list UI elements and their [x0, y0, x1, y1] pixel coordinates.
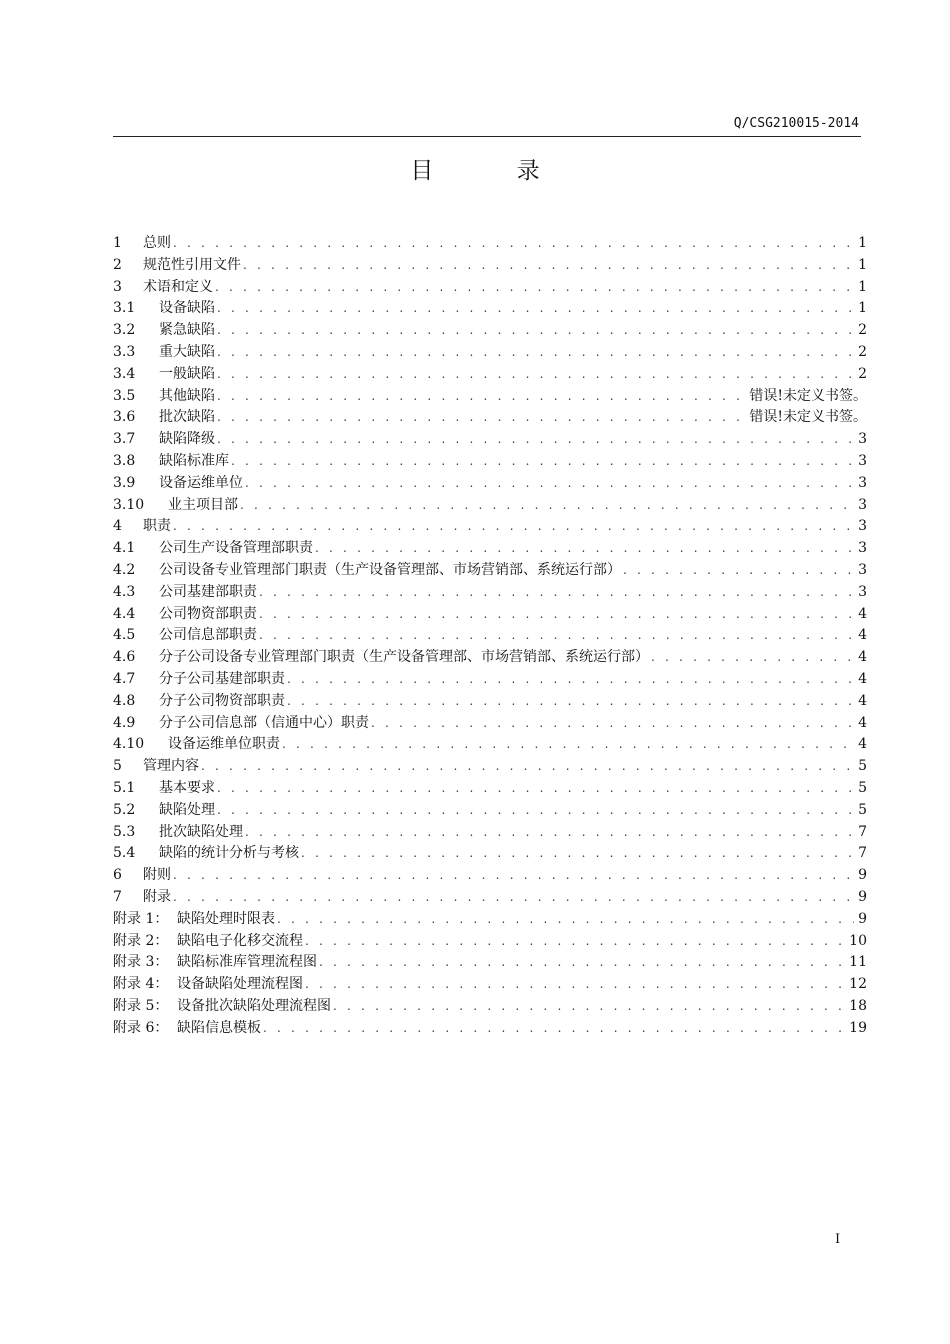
toc-entry-number: 5: [113, 758, 122, 775]
toc-entry-page: 3: [858, 496, 867, 513]
toc-entry-number: 附录 5：: [113, 997, 169, 1014]
toc-entry-number: 4.2: [113, 561, 136, 578]
toc-entry-number: 附录 2：: [113, 932, 169, 949]
toc-entry[interactable]: [113, 800, 867, 822]
toc-leader-dots: [315, 538, 854, 560]
toc-entry-page: 7: [858, 845, 867, 862]
toc-entry-number: 6: [113, 867, 122, 884]
toc-leader-dots: [217, 778, 854, 800]
toc-entry-number: 4.7: [113, 670, 136, 687]
toc-leader-dots: [277, 909, 854, 931]
toc-leader-dots: [173, 233, 854, 255]
toc-entry-page: 5: [858, 779, 867, 796]
toc-entry-number: 5.2: [113, 801, 136, 818]
toc-entry-number: 4.5: [113, 627, 136, 644]
toc-leader-dots: [217, 298, 854, 320]
toc-leader-dots: [173, 516, 854, 538]
toc-entry-label: 术语和定义: [143, 278, 213, 295]
toc-entry[interactable]: [113, 582, 867, 604]
toc-entry-label: 附录: [143, 888, 171, 905]
toc-entry[interactable]: [113, 952, 867, 974]
toc-entry[interactable]: [113, 865, 867, 887]
toc-entry-label: 分子公司基建部职责: [159, 670, 285, 687]
toc-entry-page: 3: [858, 561, 867, 578]
toc-entry-label: 重大缺陷: [159, 343, 215, 360]
toc-entry-label: 缺陷信息模板: [177, 1019, 261, 1036]
toc-entry[interactable]: [113, 233, 867, 255]
toc-leader-dots: [245, 822, 854, 844]
document-code: Q/CSG210015-2014: [733, 116, 859, 131]
page-number: I: [835, 1232, 841, 1247]
toc-entry-label: 公司物资部职责: [159, 605, 257, 622]
toc-entry-page: 9: [858, 888, 867, 905]
toc-entry[interactable]: [113, 734, 867, 756]
toc-entry-label: 管理内容: [143, 758, 199, 775]
toc-entry-page: 3: [858, 474, 867, 491]
toc-leader-dots: [217, 342, 854, 364]
toc-leader-dots: [245, 473, 854, 495]
header-rule: [113, 136, 861, 137]
toc-entry-page: 18: [849, 997, 867, 1014]
toc-leader-dots: [217, 407, 745, 429]
toc-entry-page: 19: [849, 1019, 867, 1036]
toc-leader-dots: [217, 386, 745, 408]
toc-entry-number: 3.4: [113, 365, 136, 382]
toc-entry-page: 10: [849, 932, 867, 949]
toc-entry-number: 3: [113, 278, 122, 295]
toc-entry-number: 3.8: [113, 452, 136, 469]
toc-entry-label: 公司信息部职责: [159, 627, 257, 644]
toc-entry[interactable]: [113, 996, 867, 1018]
toc-entry-page: 5: [858, 801, 867, 818]
toc-entry-label: 设备批次缺陷处理流程图: [177, 997, 331, 1014]
toc-entry[interactable]: [113, 364, 867, 386]
toc-entry-label: 总则: [143, 235, 171, 251]
toc-entry-label: 设备缺陷: [159, 300, 215, 317]
toc-entry-page: 4: [858, 736, 867, 753]
toc-leader-dots: [301, 843, 854, 865]
toc-entry-page: 3: [858, 583, 867, 600]
toc-entry[interactable]: [113, 342, 867, 364]
toc-entry[interactable]: [113, 1018, 867, 1040]
toc-leader-dots: [217, 429, 854, 451]
toc-entry-page: 3: [858, 518, 867, 535]
toc-entry-number: 附录 4：: [113, 976, 169, 993]
toc-entry-page: 3: [858, 452, 867, 469]
toc-entry[interactable]: [113, 538, 867, 560]
toc-entry-label: 批次缺陷: [159, 409, 215, 426]
toc-entry-number: 5.3: [113, 823, 136, 840]
toc-entry[interactable]: [113, 756, 867, 778]
toc-entry-number: 4.1: [113, 540, 136, 557]
toc-entry-number: 4.9: [113, 714, 136, 731]
toc-leader-dots: [259, 625, 854, 647]
toc-entry[interactable]: [113, 647, 867, 669]
toc-entry[interactable]: [113, 625, 867, 647]
toc-leader-dots: [305, 931, 845, 953]
toc-entry-page: 11: [849, 954, 867, 971]
toc-entry-label: 业主项目部: [168, 496, 238, 513]
toc-entry-page: 7: [858, 823, 867, 840]
toc-entry-label: 分子公司信息部（信通中心）职责: [159, 714, 369, 731]
toc-entry[interactable]: [113, 691, 867, 713]
toc-entry-label: 缺陷降级: [159, 431, 215, 448]
toc-leader-dots: [173, 887, 854, 909]
toc-entry[interactable]: [113, 560, 867, 582]
toc-entry-page: 1: [858, 235, 867, 251]
toc-entry-number: 3.1: [113, 300, 136, 317]
toc-leader-dots: [263, 1018, 845, 1040]
toc-leader-dots: [623, 560, 854, 582]
toc-entry-page: 1: [858, 278, 867, 295]
toc-entry[interactable]: [113, 277, 867, 299]
toc-entry-page: 4: [858, 714, 867, 731]
toc-entry-page: 1: [858, 300, 867, 317]
toc-entry-number: 4.8: [113, 692, 136, 709]
toc-entry[interactable]: [113, 713, 867, 735]
toc-entry-label: 缺陷标准库管理流程图: [177, 954, 317, 971]
toc-entry-number: 3.6: [113, 409, 136, 426]
toc-entry-number: 5.1: [113, 779, 136, 796]
toc-entry-page: 1: [858, 256, 867, 273]
toc-entry[interactable]: [113, 931, 867, 953]
toc-entry-label: 缺陷处理: [159, 801, 215, 818]
toc-leader-dots: [282, 734, 854, 756]
toc-entry-page: 2: [858, 343, 867, 360]
toc-entry-label: 附则: [143, 867, 171, 884]
toc-entry-label: 批次缺陷处理: [159, 823, 243, 840]
toc-entry-label: 职责: [143, 518, 171, 535]
toc-leader-dots: [287, 669, 854, 691]
toc-entry-number: 3.10: [113, 496, 145, 513]
toc-entry-label: 缺陷处理时限表: [177, 910, 275, 927]
toc-entry-number: 附录 3：: [113, 954, 169, 971]
toc-title: 目 录: [410, 158, 578, 184]
toc-leader-dots: [215, 277, 854, 299]
toc-leader-dots: [231, 451, 854, 473]
toc-entry-page: 3: [858, 431, 867, 448]
toc-entry[interactable]: [113, 669, 867, 691]
toc-leader-dots: [259, 582, 854, 604]
toc-leader-dots: [287, 691, 854, 713]
toc-entry-label: 公司生产设备管理部职责: [159, 540, 313, 557]
toc-entry-page: 4: [858, 627, 867, 644]
toc-leader-dots: [240, 495, 854, 517]
toc-entry-page: 12: [849, 976, 867, 993]
toc-leader-dots: [305, 974, 845, 996]
toc-entry-page: 5: [858, 758, 867, 775]
toc-entry-label: 设备缺陷处理流程图: [177, 976, 303, 993]
toc-entry-label: 分子公司物资部职责: [159, 692, 285, 709]
toc-entry-label: 基本要求: [159, 779, 215, 796]
toc-entry-page: 2: [858, 322, 867, 339]
toc-entry-number: 4.6: [113, 649, 136, 666]
toc-leader-dots: [201, 756, 854, 778]
toc-entry-number: 3.9: [113, 474, 136, 491]
toc-entry-page: 9: [858, 910, 867, 927]
toc-entry-label: 公司基建部职责: [159, 583, 257, 600]
toc-leader-dots: [333, 996, 845, 1018]
toc-leader-dots: [651, 647, 854, 669]
toc-entry-page: 错误!未定义书签。: [749, 387, 867, 404]
toc-entry[interactable]: [113, 407, 867, 429]
toc-entry-label: 其他缺陷: [159, 387, 215, 404]
toc-entry[interactable]: [113, 974, 867, 996]
toc-entry[interactable]: [113, 604, 867, 626]
table-of-contents: [113, 233, 867, 1039]
toc-entry-label: 一般缺陷: [159, 365, 215, 382]
toc-entry[interactable]: [113, 778, 867, 800]
toc-entry[interactable]: [113, 473, 867, 495]
toc-entry-number: 2: [113, 256, 122, 273]
toc-entry-page: 9: [858, 867, 867, 884]
toc-leader-dots: [217, 320, 854, 342]
toc-entry-number: 4.3: [113, 583, 136, 600]
toc-entry-page: 4: [858, 605, 867, 622]
toc-entry-number: 附录 1：: [113, 910, 169, 927]
toc-entry-label: 公司设备专业管理部门职责（生产设备管理部、市场营销部、系统运行部）: [159, 561, 621, 578]
toc-entry-label: 规范性引用文件: [143, 256, 241, 273]
toc-entry-label: 缺陷的统计分析与考核: [159, 845, 299, 862]
toc-entry-page: 3: [858, 540, 867, 557]
toc-entry[interactable]: [113, 516, 867, 538]
toc-entry-number: 3.3: [113, 343, 136, 360]
toc-entry-number: 3.7: [113, 431, 136, 448]
toc-entry-label: 设备运维单位职责: [168, 736, 280, 753]
toc-leader-dots: [173, 865, 854, 887]
toc-entry[interactable]: [113, 843, 867, 865]
toc-entry-page: 4: [858, 670, 867, 687]
toc-entry-number: 7: [113, 888, 122, 905]
toc-entry-page: 4: [858, 692, 867, 709]
toc-leader-dots: [371, 713, 854, 735]
toc-entry[interactable]: [113, 298, 867, 320]
toc-leader-dots: [217, 800, 854, 822]
toc-entry-label: 设备运维单位: [159, 474, 243, 491]
toc-entry-number: 4: [113, 518, 122, 535]
toc-leader-dots: [259, 604, 854, 626]
toc-leader-dots: [243, 255, 854, 277]
toc-entry-page: 错误!未定义书签。: [749, 409, 867, 426]
toc-entry[interactable]: [113, 887, 867, 909]
toc-entry[interactable]: [113, 822, 867, 844]
toc-entry-number: 附录 6：: [113, 1019, 169, 1036]
toc-entry[interactable]: [113, 909, 867, 931]
toc-entry-label: 缺陷标准库: [159, 452, 229, 469]
toc-entry-number: 5.4: [113, 845, 136, 862]
toc-entry[interactable]: [113, 386, 867, 408]
toc-entry[interactable]: [113, 320, 867, 342]
toc-entry-page: 4: [858, 649, 867, 666]
toc-entry-number: 3.5: [113, 387, 136, 404]
toc-entry[interactable]: [113, 255, 867, 277]
toc-entry[interactable]: [113, 495, 867, 517]
toc-entry-page: 2: [858, 365, 867, 382]
toc-leader-dots: [217, 364, 854, 386]
toc-entry-label: 缺陷电子化移交流程: [177, 932, 303, 949]
toc-entry-number: 3.2: [113, 322, 136, 339]
toc-entry-number: 4.10: [113, 736, 145, 753]
toc-leader-dots: [319, 952, 845, 974]
toc-entry-label: 紧急缺陷: [159, 322, 215, 339]
toc-entry[interactable]: [113, 451, 867, 473]
toc-entry-number: 1: [113, 235, 122, 251]
toc-entry-label: 分子公司设备专业管理部门职责（生产设备管理部、市场营销部、系统运行部）: [159, 649, 649, 666]
toc-entry[interactable]: [113, 429, 867, 451]
toc-entry-number: 4.4: [113, 605, 136, 622]
